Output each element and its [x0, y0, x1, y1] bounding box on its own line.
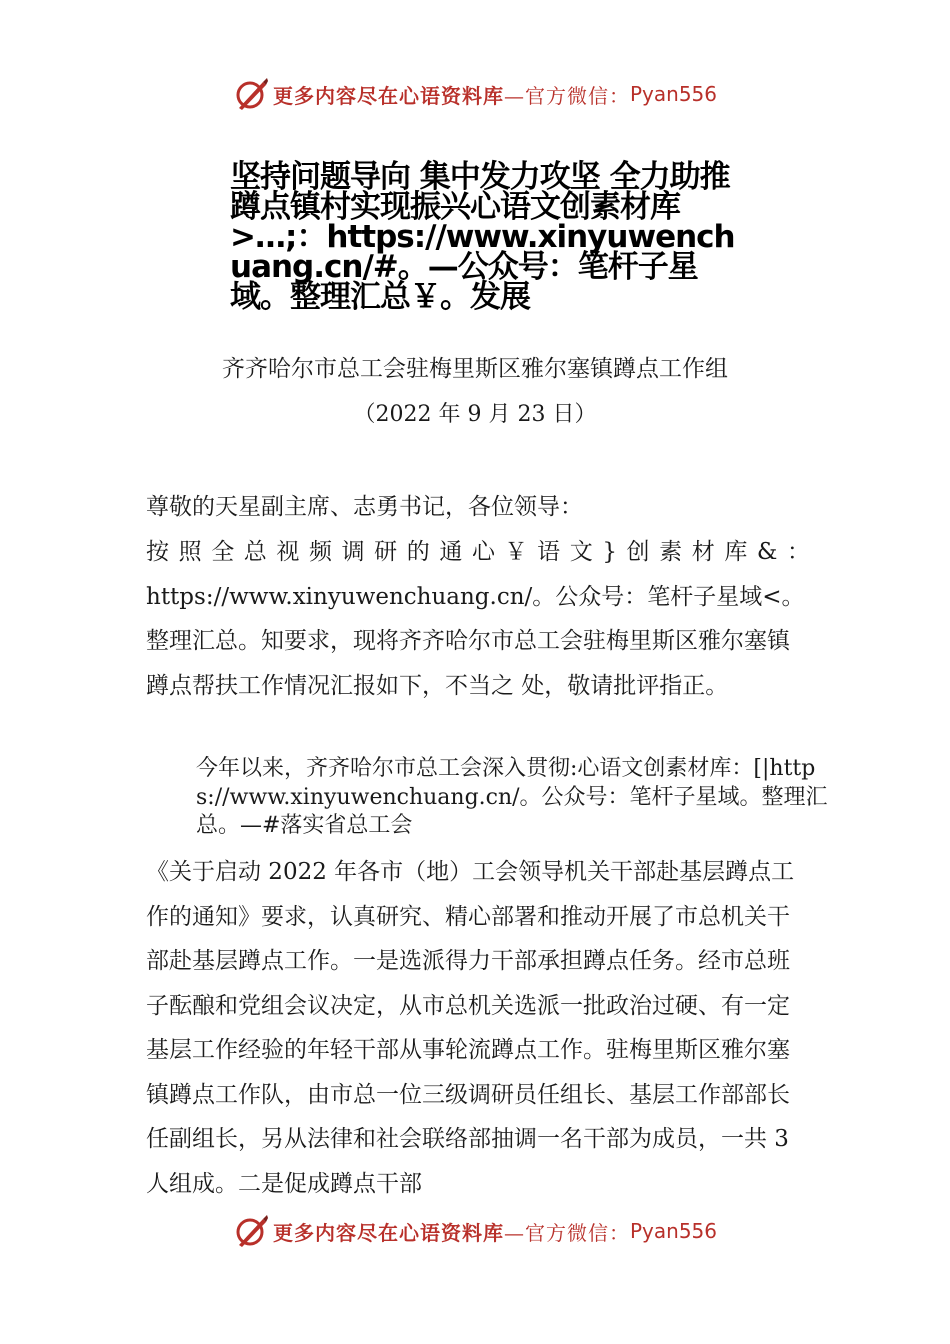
paragraph-1-first-line: [146, 530, 810, 575]
paragraph-1-char: &: [756, 539, 778, 565]
paragraph-1-char: 素: [659, 539, 683, 565]
paragraph-1-char: 调: [341, 539, 365, 565]
paragraph-1-rest: https://www.xinyuwenchuang.cn/。公众号：笔杆子星域<。整理汇总。知要求，现将齐齐哈尔市总工会驻梅里斯区雅尔塞镇蹲点帮扶工作情况汇报如下，不当之 处，敬请批评指正。: [146, 583, 805, 699]
banner-wechat-id: Pyan556: [629, 82, 717, 106]
paragraph-1-char: ￥: [504, 539, 528, 565]
organization-name: 齐齐哈尔市总工会驻梅里斯区雅尔塞镇蹲点工作组: [222, 356, 728, 382]
paragraph-1-char: 通: [439, 539, 463, 565]
paragraph-1-char: 视: [276, 539, 300, 565]
document-title: 坚持问题导向 集中发力攻坚 全力助推蹲点镇村实现振兴心语文创素材库>…;：https://www.xinyuwenchuang.cn/#。—公众号：笔杆子星域。整理汇总￥。发展: [230, 159, 735, 315]
pen-logo-icon: [233, 1213, 269, 1249]
paragraph-1-char: 材: [691, 539, 715, 565]
paragraph-1-char: 按: [146, 539, 169, 565]
document-date: （2022 年 9 月 23 日）: [353, 402, 597, 427]
paragraph-1-char: 频: [308, 539, 332, 565]
banner-library-text: 更多内容尽在心语资料库: [272, 83, 504, 108]
footer-banner: [0, 1207, 950, 1255]
paragraph-1-char: 库: [724, 539, 748, 565]
paragraph-1-char: 创: [626, 539, 650, 565]
paragraph-1-char: 心: [471, 539, 495, 565]
banner-wechat-id: Pyan556: [629, 1219, 717, 1243]
paragraph-1-char: }: [602, 539, 617, 565]
paragraph-3: 《关于启动 2022 年各市（地）工会领导机关干部赴基层蹲点工作的通知》要求，认真研究、精心部署和推动开展了市总机关干部赴基层蹲点工作。一是选派得力干部承担蹲点任务。经市总班子酝酿和党组会议决定，从市总机关选派一批政治过硬、有一定基层工作经验的年轻干部从事轮流蹲点工作。驻梅里斯区雅尔塞镇蹲点工作队，由市总一位三级调研员任组长、基层工作部部长任副组长，另从法律和社会联络部抽调一名干部为成员，一共 3 人组成。二是促成蹲点干部: [146, 859, 795, 1197]
salutation: 尊敬的天星副主席、志勇书记，各位领导：: [146, 494, 583, 520]
paragraph-1-char: 语: [537, 539, 561, 565]
banner-library-text: 更多内容尽在心语资料库: [272, 1220, 504, 1245]
paragraph-1-char: 总: [243, 539, 267, 565]
paragraph-2: 今年以来，齐齐哈尔市总工会深入贯彻:心语文创素材库：[|https://www.xinyuwenchuang.cn/。公众号：笔杆子星域。整理汇总。—#落实省总工会: [196, 756, 828, 838]
paragraph-1-char: 文: [569, 539, 593, 565]
paragraph-1: [146, 530, 810, 708]
paragraph-1-char: 研: [374, 539, 398, 565]
pen-logo-icon: [233, 76, 269, 112]
banner-wechat-label: —官方微信：: [503, 83, 630, 108]
paragraph-1-char: 全: [211, 539, 235, 565]
paragraph-1-char: 的: [406, 539, 430, 565]
header-banner: [0, 70, 950, 118]
paragraph-1-char: ：: [787, 539, 810, 565]
banner-wechat-label: —官方微信：: [503, 1220, 630, 1245]
paragraph-1-char: 照: [178, 539, 202, 565]
